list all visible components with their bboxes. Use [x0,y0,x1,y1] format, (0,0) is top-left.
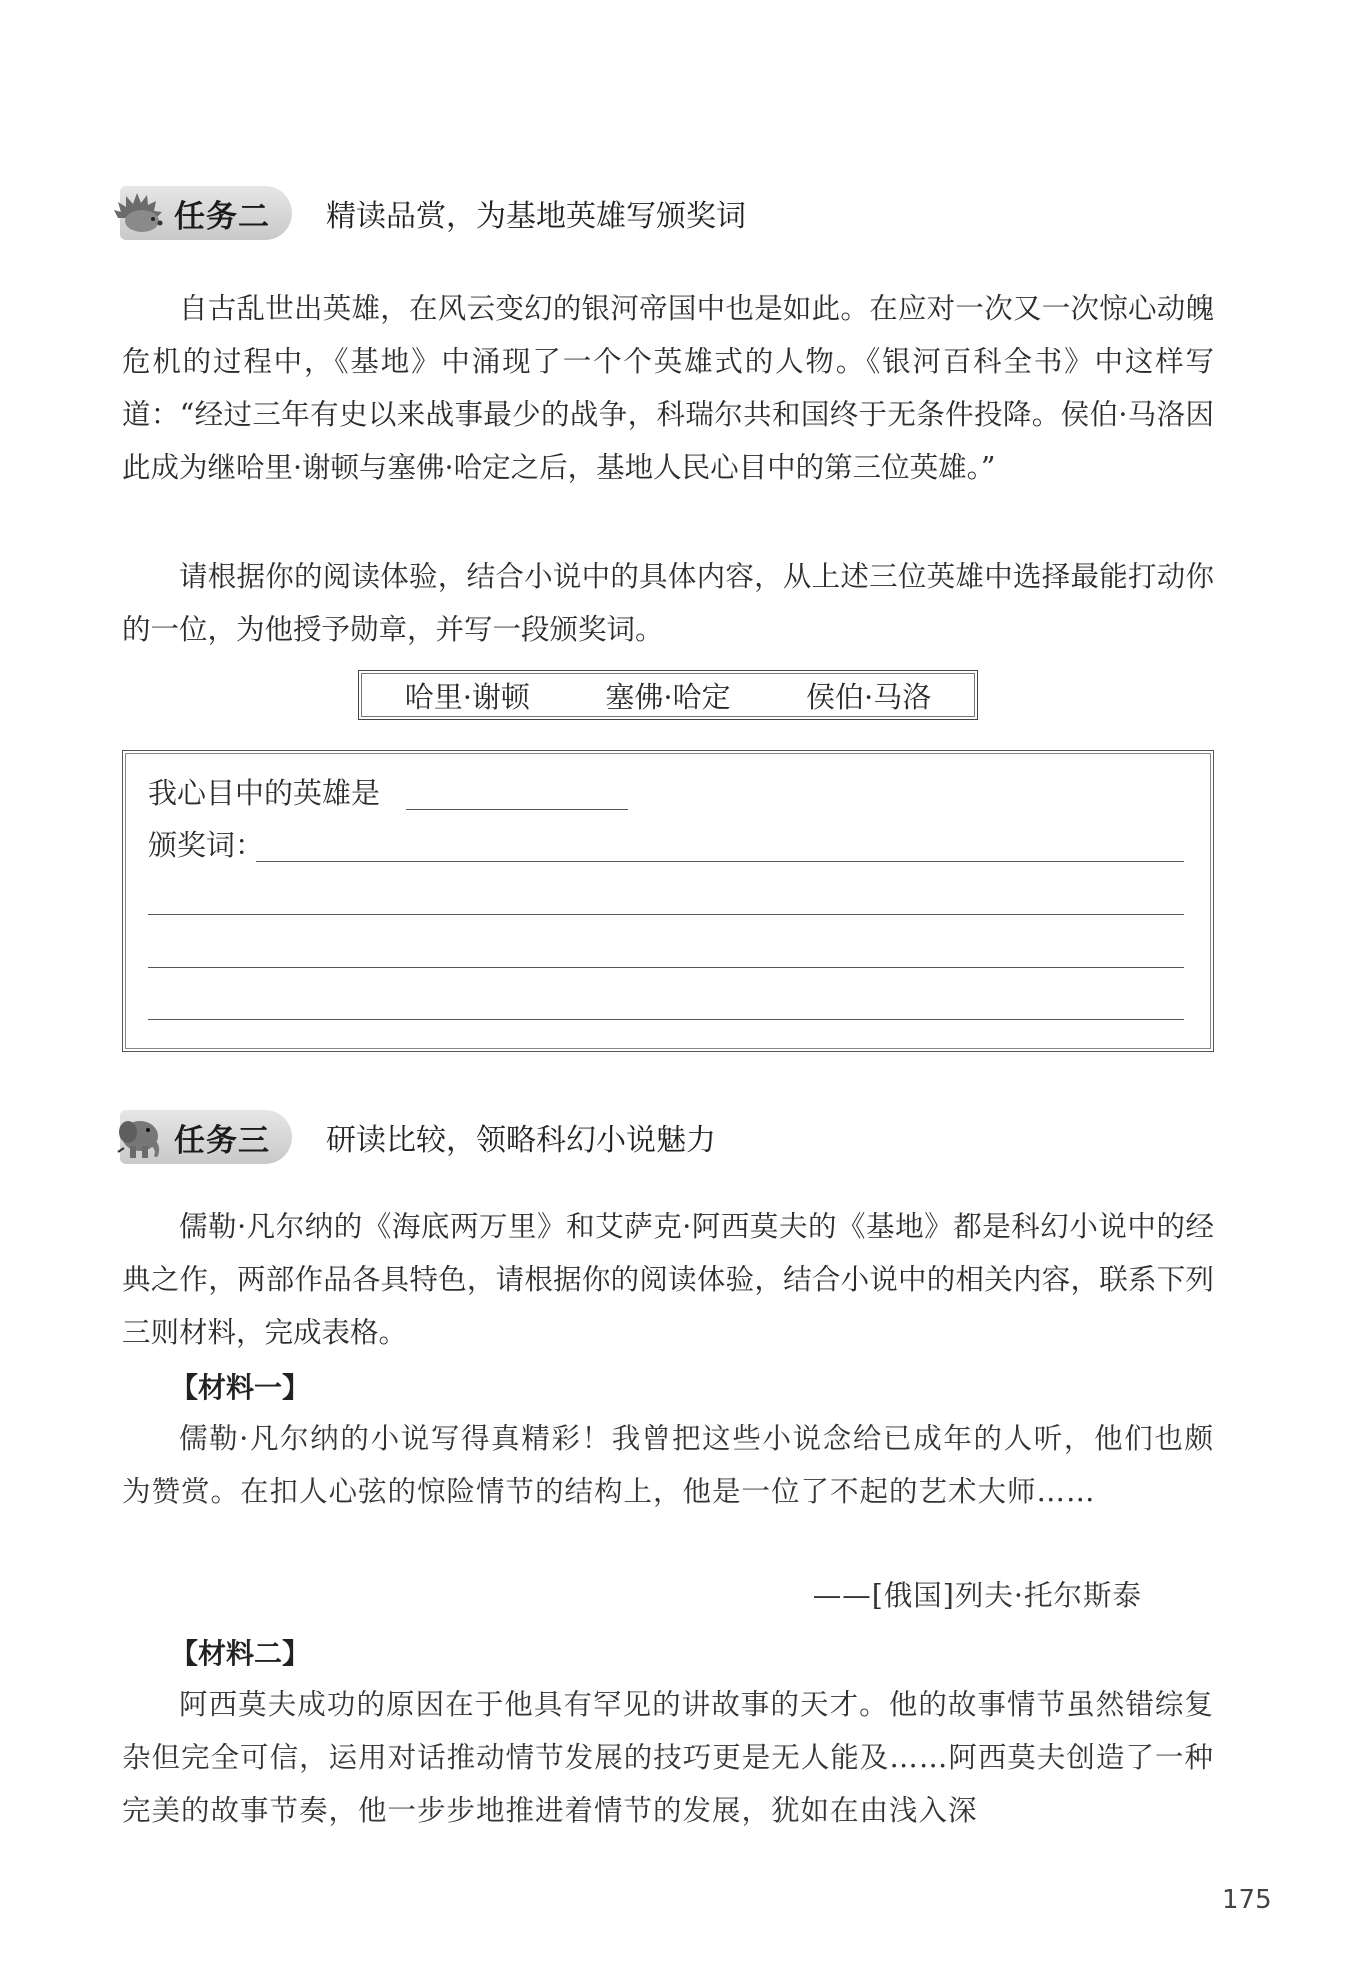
speech-prompt: 颁奖词： [148,828,265,862]
hero-name: 哈里·谢顿 [404,679,530,714]
task2-paragraph-1: 自古乱世出英雄，在风云变幻的银河帝国中也是如此。在应对一次又一次惊心动魄危机的过程中，《基地》中涌现了一个个英雄式的人物。《银河百科全书》中这样写道：“经过三年有史以来战事最少的战争，科瑞尔共和国终于无条件投降。侯伯·马洛因此成为继哈里·谢顿与塞佛·哈定之后，基地人民心目中的第三位英雄。” [122,292,1214,484]
hero-prompt: 我心目中的英雄是 [148,776,381,810]
task3-title: 研读比较，领略科幻小说魅力 [326,1123,716,1158]
task2-title: 精读品赏，为基地英雄写颁奖词 [326,199,746,234]
material2-text: 阿西莫夫成功的原因在于他具有罕见的讲故事的天才。他的故事情节虽然错综复杂但完全可信，运用对话推动情节发展的技巧更是无人能及……阿西莫夫创造了一种完美的故事节奏，他一步步地推进着情节的发展，犹如在由浅入深 [122,1688,1214,1827]
speech-answer-line[interactable] [148,1019,1184,1020]
hedgehog-icon [112,188,166,238]
task3-intro: 儒勒·凡尔纳的《海底两万里》和艾萨克·阿西莫夫的《基地》都是科幻小说中的经典之作，两部作品各具特色，请根据你的阅读体验，结合小说中的相关内容，联系下列三则材料，完成表格。 [122,1210,1214,1349]
task2-badge-label: 任务二 [174,198,270,235]
material2-label: 【材料二】 [170,1637,311,1670]
task3-badge-label: 任务三 [174,1122,270,1159]
speech-answer-line[interactable] [148,967,1184,968]
speech-answer-line[interactable] [256,861,1184,862]
hero-answer-line[interactable] [406,809,628,810]
material1-attribution: ——[俄国]列夫·托尔斯泰 [812,1579,1142,1612]
material1-label: 【材料一】 [170,1371,311,1404]
hero-names-box [358,670,978,720]
task2-header [120,186,746,240]
elephant-icon [112,1112,166,1162]
material1-text: 儒勒·凡尔纳的小说写得真精彩！我曾把这些小说念给已成年的人听，他们也颇为赞赏。在扣人心弦的惊险情节的结构上，他是一位了不起的艺术大师…… [122,1422,1214,1508]
task3-badge [120,1110,292,1164]
hero-name: 侯伯·马洛 [806,679,932,714]
speech-answer-line[interactable] [148,914,1184,915]
page-number: 175 [1222,1885,1272,1915]
answer-box [122,750,1214,1052]
task2-badge [120,186,292,240]
hero-name: 塞佛·哈定 [605,679,731,714]
task2-paragraph-2: 请根据你的阅读体验，结合小说中的具体内容，从上述三位英雄中选择最能打动你的一位，为他授予勋章，并写一段颁奖词。 [122,560,1214,646]
task3-header [120,1110,716,1164]
